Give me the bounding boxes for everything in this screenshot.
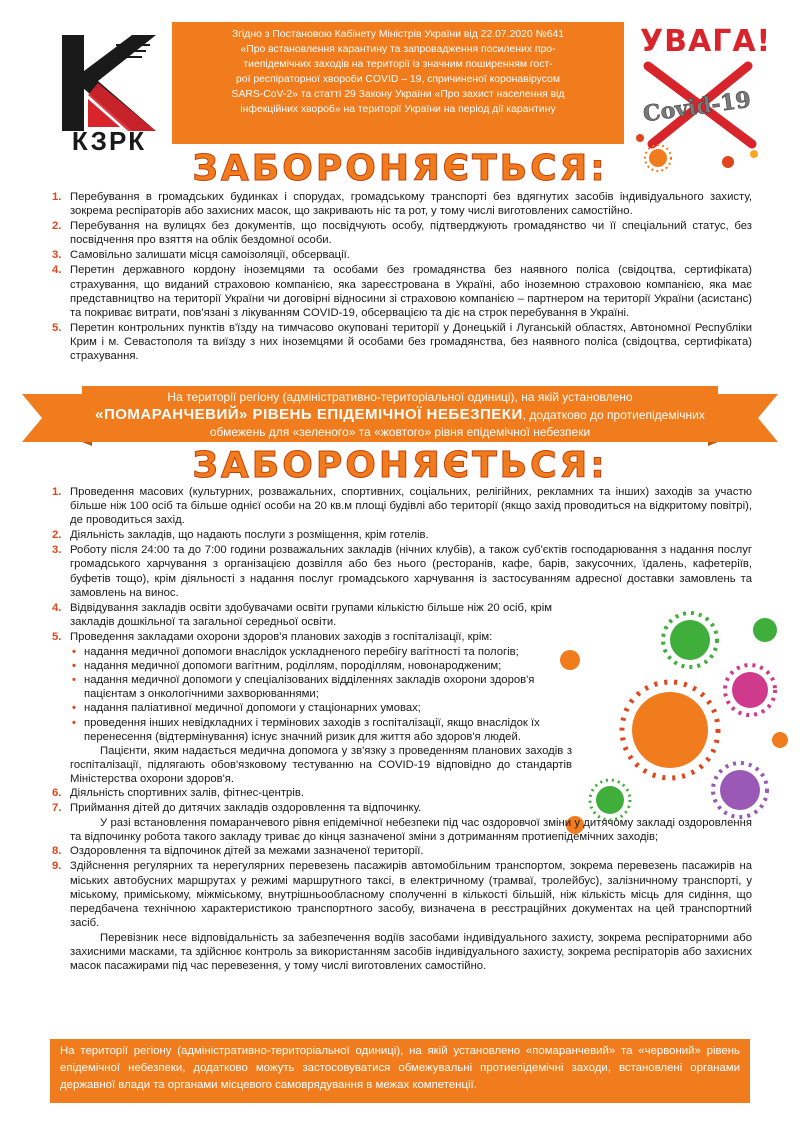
orange-level-title: «ПОМАРАНЧЕВИЙ» РІВЕНЬ ЕПІДЕМІЧНОЇ НЕБЕЗПЕКИ — [95, 406, 523, 423]
hospital-note: Пацієнти, яким надається медична допомога у зв'язку з проведенням планових заходів з госпіталізації, підлягають обов'язковому тестуванню на COVID-19 відповідно до стандартів Міністерства охорони здоров'я. — [70, 744, 572, 785]
decree-line: Згідно з Постановою Кабінету Міністрів України від 22.07.2020 №641 — [231, 29, 565, 40]
decree-line: «Про встановлення карантину та запровадження посилених про- — [240, 44, 556, 56]
list-item: 1. Перебування в громадських будинках і спорудах, громадському транспорті без вдягнутих засобів індивідуального захисту, зокрема респіраторів або захисних масок, що закривають ніс та рот, у тому числі виготовлених самостійно. — [52, 191, 752, 218]
bullet-list — [52, 645, 542, 744]
list-item: 9. Здійснення регулярних та нерегулярних перевезень пасажирів автомобільним транспортом, зокрема перевезень пасажирів на міських автобусних маршрутах у режимі маршрутного таксі, в електричному (трамваї, тролейбус), залізничному транспорті, у міському, приміському, міжміському, внутрішньообласному сполученні в кількості більшій, ніж кількість місць для сидіння, що передбачена технічною характеристикою транспортного засобу, визначена в реєстраційних документах на цей транспортний засіб. — [52, 860, 752, 929]
decree-box — [172, 22, 624, 144]
decree-line: тиепідемічних заходів на території із значним поширенням гост- — [243, 59, 553, 71]
covid-stamp-text: Covid-19 — [641, 86, 753, 128]
list-item: 5. Проведення закладами охорони здоров'я планових заходів з госпіталізації, крім: — [52, 630, 493, 643]
section1-heading: ЗАБОРОНЯЄТЬСЯ: — [192, 148, 608, 189]
list-item: 7. Приймання дітей до дитячих закладів оздоровлення та відпочинку. — [52, 802, 422, 815]
carrier-note: Перевізник несе відповідальність за забезпечення водіїв засобами індивідуального захисту, зокрема респіраторними або захисними масками, та здійснює контроль за використанням засобів індивідуального захисту, зокрема респіраторів або захисних масок пасажирами під час перевезення, у тому числі виготовлених самостійно. — [70, 931, 752, 973]
section2-heading: ЗАБОРОНЯЄТЬСЯ: — [192, 445, 608, 486]
list-item: 2. Діяльність закладів, що надають послуги з розміщення, крім готелів. — [52, 529, 429, 542]
banner-text: На території регіону (адміністративно-територіальної одиниці), на якій установлено «ПОМАРАНЧЕВИЙ» РІВЕНЬ ЕПІДЕМІЧНОЇ НЕБЕЗПЕКИ, додатково до протиепідемічних обмежень для «зеленого» та «жовтого» рівня епідемічної небезпеки — [82, 386, 718, 442]
bullet-item: • надання паліативної медичної допомоги у стаціонарних умовах; — [72, 702, 421, 715]
bullet-item: • надання медичної допомоги у спеціалізованих відділеннях закладів охорони здоров'я пацієнтам з онкологічними захворюваннями; — [72, 674, 535, 701]
list-item: 8. Оздоровлення та відпочинок дітей за межами зазначеної території. — [52, 845, 424, 858]
footer-box: На території регіону (адміністративно-територіальної одиниці), на якій установлено «помаранчевий» та «червоний» рівень епідемічної небезпеки, додатково можуть застосовуватися обмежувальні протиепідемічні заходи, встановлені органами державної влади та органами місцевого самоврядування в межах компетенції. — [50, 1039, 750, 1103]
camp-note: У разі встановлення помаранчевого рівня епідемічної небезпеки під час оздоровчої зміни у дитячому закладі оздоровлення та відпочинку робота такого закладу триває до кінця зазначеної зміни з дотриманням протиепідемічних заходів; — [70, 817, 752, 844]
section1-list — [52, 190, 752, 364]
list-item: 3. Самовільно залишати місця самоізоляції, обсервації. — [52, 249, 350, 262]
bullet-item: • надання медичної допомоги вагітним, роділлям, породіллям, новонародженим; — [72, 660, 502, 673]
list-item: 3. Роботу після 24:00 та до 7:00 години розважальних закладів (нічних клубів), а також суб'єктів господарювання з надання послуг громадського харчування з організацією дозвілля або без нього (ресторанів, кафе, барів, закусочних, їдалень, кафетеріїв, буфетів тощо), крім діяльності з надання послуг громадського харчування із застосуванням адресної доставки замовлень та замовлень на винос. — [52, 544, 752, 599]
orange-level-banner — [22, 382, 778, 446]
decree-line: SARS-CoV-2» та статті 29 Закону України «Про захист населення від — [231, 89, 565, 101]
warning-title: УВАГА! — [640, 24, 772, 59]
bullet-item: • надання медичної допомоги внаслідок ускладненого перебігу вагітності та пологів; — [72, 646, 519, 659]
logo-text: КЗРК — [71, 126, 147, 156]
list-item: 4. Перетин державного кордону іноземцями та особами без громадянства без наявного поліса (свідоцтва, сертифіката) страхування, що виданий страховою компанією, яка зареєстрована в Україні, або іноземною страховою компанією, яка має представництво на території України чи договірні відносини зі страховою компанією – партнером на території України (асистанс) та покриває витрати, пов'язані з лікуванням COVID-19, обсервацією та діє на строк перебування в Україні. — [52, 264, 752, 319]
list-item: 4. Відвідування закладів освіти здобувачами освіти групами кількістю більше ніж 20 осіб, крім закладів дошкільної та загальної середньої освіти. — [52, 601, 552, 628]
list-item: 5. Перетин контрольних пунктів в'їзду на тимчасово окуповані території у Донецькій і Луганській областях, Автономної Республіки Крим і м. Севастополя та виїзду з них іноземцями й особами без громадянства, без наявного поліса (свідоцтва, сертифіката) страхування. — [52, 321, 752, 363]
list-item: 1. Проведення масових (культурних, розважальних, спортивних, соціальних, релігійних, рекламних та інших) заходів за участю більше ніж 100 осіб та більше однієї особи на 20 кв.м площі будівлі або території (якщо захід проводиться на відкритому повітрі), де проводиться захід. — [52, 486, 752, 527]
section2-list — [52, 485, 752, 973]
list-item: 6. Діяльність спортивних залів, фітнес-центрів. — [52, 786, 304, 799]
decree-line: рої респіраторної хвороби COVID – 19, спричиненої коронавірусом — [236, 74, 560, 86]
bullet-item: • проведення інших невідкладних і термінових заходів з госпіталізації, якщо внаслідок їх перенесення (відтермінування) існує значний ризик для життя або здоров'я людей. — [72, 716, 540, 743]
list-item: 2. Перебування на вулицях без документів, що посвідчують особу, підтверджують громадянство чи її спеціальний статус, без посвідчення про взяття на облік бездомної особи. — [52, 220, 752, 247]
decree-line: інфекційних хвороб» на території України на період дії карантину — [240, 104, 556, 116]
